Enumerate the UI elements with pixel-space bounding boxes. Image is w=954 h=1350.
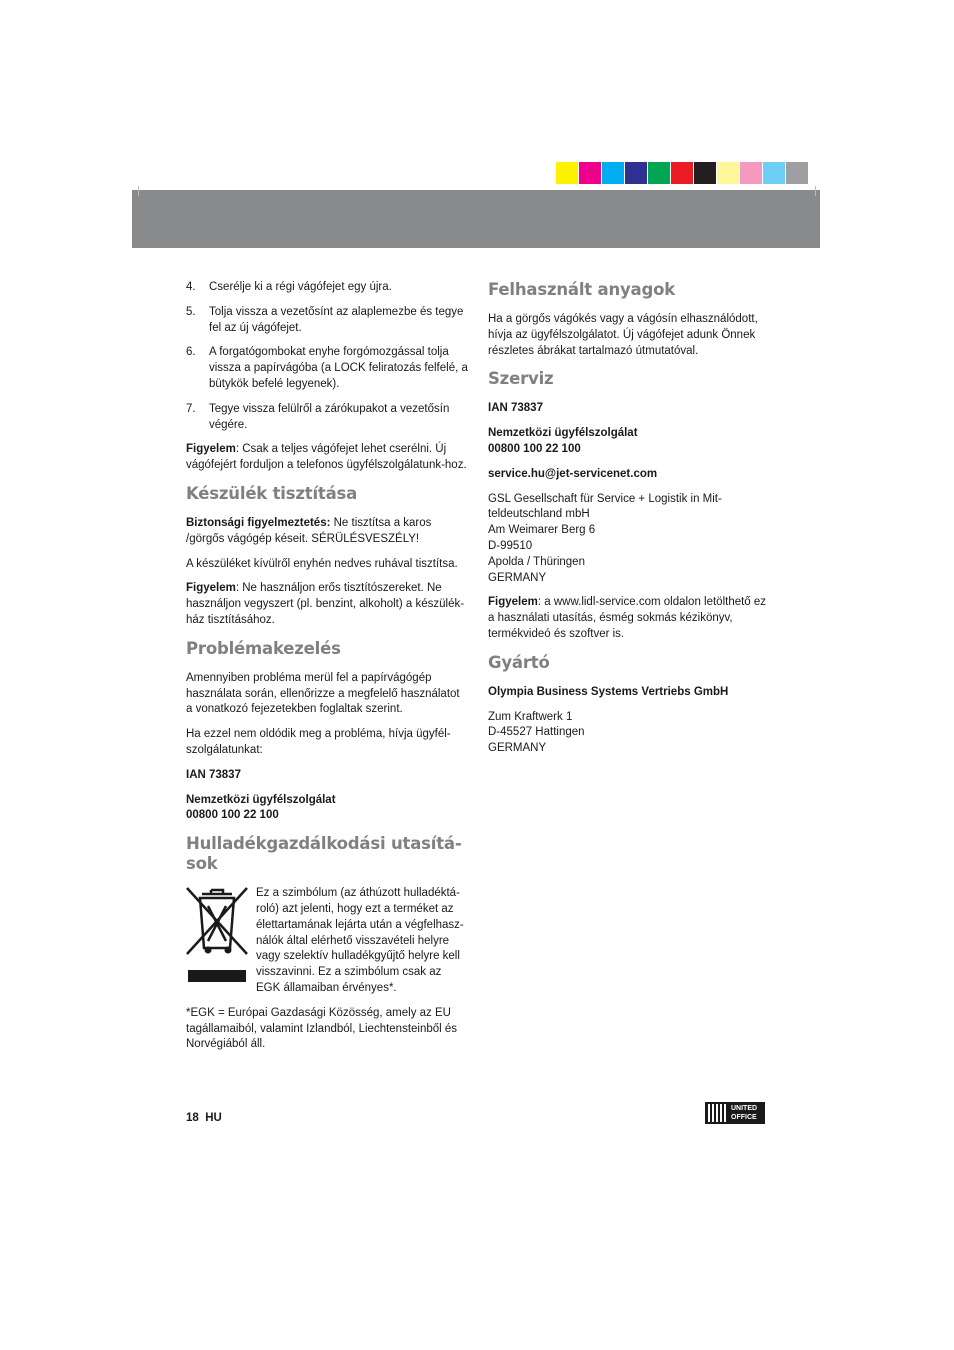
manufacturer-heading: Gyártó [488, 652, 550, 672]
steps-list [186, 280, 468, 433]
egk-note: *EGK = Európai Gazdasági Közösség, amely az EU tagállamaiból, valamint Izlandból, Liechtensteinből és Norvégiából áll. [186, 1006, 458, 1051]
color-swatch [625, 162, 647, 184]
crossed-bin-icon [186, 886, 246, 997]
step-item: 4. Cserélje ki a régi vágófejet egy újra. [186, 281, 392, 293]
page-footer [186, 1112, 222, 1124]
language-code: HU [205, 1112, 222, 1124]
header-bar [132, 190, 820, 248]
waste-heading: Hulladékgazdálkodási utasítá-sok [186, 834, 462, 874]
cleaning-heading: Készülék tisztítása [186, 483, 358, 503]
hotline-block: Nemzetközi ügyfélszolgálat 00800 100 22 100 [186, 793, 336, 822]
crop-mark [815, 186, 816, 196]
united-office-logo: UNITED OFFICE [705, 1102, 765, 1124]
step-item: 7. Tegye vissza felülről a zárókupakot a vezetősín végére. [186, 402, 450, 431]
color-calibration-bar [556, 162, 808, 184]
download-note: Figyelem: a www.lidl-service.com oldalon letölthető ez a használati utasítás, ésmég sokmás kézikönyv, termékvideó és szoftver is. [488, 596, 767, 640]
service-address: GSL Gesellschaft für Service + Logistik in Mit- teldeutschland mbH Am Weimarer Berg 6 D-99510 Apolda / Thüringen GERMANY [488, 492, 722, 584]
manufacturer-address: Zum Kraftwerk 1 D-45527 Hattingen GERMANY [488, 710, 585, 755]
hotline-block: Nemzetközi ügyfélszolgálat 00800 100 22 100 [488, 427, 638, 455]
color-swatch [556, 162, 578, 184]
trouble-paragraph-1: Amennyiben probléma merül fel a papírvágógép használata során, ellenőrizze a megfelelő használatot a vonatkozó fejezetekben foglaltak szerint. [186, 671, 460, 716]
color-swatch [602, 162, 624, 184]
materials-heading: Felhasznált anyagok [488, 280, 676, 299]
color-swatch [648, 162, 670, 184]
page-number: 18 [186, 1112, 199, 1124]
replace-note: Figyelem: Csak a teljes vágófejet lehet cserélni. Új vágófejért forduljon a telefonos ügyfélszolgálatunk-hoz. [186, 443, 467, 472]
trouble-paragraph-2: Ha ezzel nem oldódik meg a probléma, hívja ügyfél-szolgálatunkat: [186, 728, 451, 756]
ian-number: IAN 73837 [186, 768, 241, 781]
cleaning-text: A készüléket kívülről enyhén nedves ruhával tisztítsa. [186, 557, 458, 570]
color-swatch [671, 162, 693, 184]
color-swatch [579, 162, 601, 184]
cleaning-safety: Biztonsági figyelmeztetés: Ne tisztítsa a karos /görgős vágógép késeit. SÉRÜLÉSVESZÉLY! [186, 516, 432, 545]
color-swatch [786, 162, 808, 184]
color-swatch [694, 162, 716, 184]
materials-text: Ha a görgős vágókés vagy a vágósín elhasználódott, hívja az ügyfélszolgálatot. Új vágófejet adunk Önnek részletes ábrákat tartalmazó útmutatóval. [488, 313, 758, 357]
crop-mark [138, 186, 139, 196]
weee-text: Ez a szimbólum (az áthúzott hulladéktá-roló) azt jelenti, hogy ezt a terméket az élettartamának lejárta után a végfelhasz-nálók által elérhető visszavételi helyre vagy szelektív hulladékgyűjtő helyre kell visszavinni. Ez a szimbólum csak az EGK államaiban érvényes*. [256, 887, 464, 994]
step-item: 5. Tolja vissza a vezetősínt az alaplemezbe és tegye fel az új vágófejet. [186, 305, 464, 334]
service-heading: Szerviz [488, 369, 554, 389]
left-column [186, 280, 468, 1062]
ian-number: IAN 73837 [488, 402, 543, 415]
manufacturer-name: Olympia Business Systems Vertriebs GmbH [488, 685, 729, 698]
weee-block [186, 886, 468, 997]
troubleshooting-heading: Problémakezelés [186, 638, 341, 658]
step-item: 6. A forgatógombokat enyhe forgómozgással tolja vissza a papírvágóba (a LOCK feliratozás felfelé, a bütykök befelé legyenek). [186, 346, 468, 390]
color-swatch [740, 162, 762, 184]
logo-stripes-icon [708, 1104, 728, 1122]
color-swatch [763, 162, 785, 184]
color-swatch [717, 162, 739, 184]
right-column [488, 280, 768, 766]
service-email: service.hu@jet-servicenet.com [488, 467, 658, 480]
cleaning-note: Figyelem: Ne használjon erős tisztítószereket. Ne használjon vegyszert (pl. benzint, alkoholt) a készülék-ház tisztításához. [186, 582, 465, 626]
